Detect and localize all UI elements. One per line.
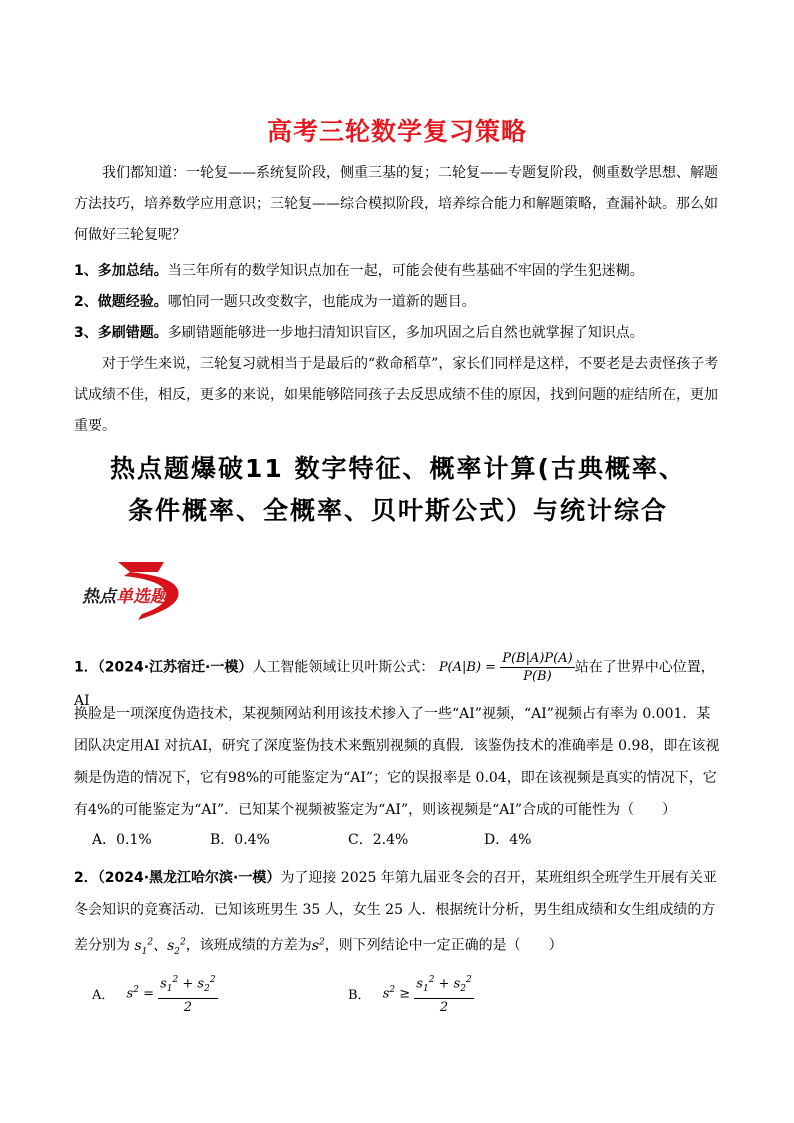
total-variance-symbol: $s^2$ xyxy=(311,937,325,954)
strategy-point-2 xyxy=(74,287,720,318)
option-d[interactable]: D．4% xyxy=(484,832,532,848)
question-lead: 人工智能领域让贝叶斯公式： xyxy=(252,659,435,676)
option-a[interactable]: A．0.1% xyxy=(92,832,152,848)
question-source: （2024·黑龙江哈尔滨·一模） xyxy=(97,870,281,886)
question-lead: 为了迎接 2025 年第九届亚冬会的召开，某班组织全班学生开展有关亚冬会知识的竞赛活动．已知该班男生 35 人，女生 25 人．根据统计分析，男生组成绩和女生组成绩的方差分别为 xyxy=(74,870,717,954)
strategy-point-1 xyxy=(74,256,720,287)
badge-text-single-choice: 单选题 xyxy=(116,587,167,607)
point-text: 当三年所有的数学知识点加在一起，可能会使有些基础不牢固的学生犯迷糊。 xyxy=(167,263,644,279)
question-1-options xyxy=(92,826,531,854)
strategy-point-3 xyxy=(74,318,720,349)
bayes-formula xyxy=(439,650,575,685)
closing-paragraph: 对于学生来说，三轮复习就相当于是最后的“救命稻草”，家长们同样是这样，不要老是去责怪孩子考试成绩不佳，相反，更多的来说，如果能够陪同孩子去反思成绩不佳的原因，找到问题的症结所在，更加重要。 xyxy=(74,356,719,434)
point-number: 1、 xyxy=(74,263,98,279)
question-tail: ，该班成绩的方差为 xyxy=(185,937,312,954)
question-number: 1． xyxy=(74,659,98,676)
point-heading: 多刷错题。 xyxy=(97,325,168,341)
option-b[interactable]: B．0.4% xyxy=(210,832,270,848)
point-heading: 做题经验。 xyxy=(97,294,168,310)
variance-symbols: $s_1^2$、$s_2^2$ xyxy=(134,937,186,957)
question-tail-2: ，则下列结论中一定正确的是（ ） xyxy=(324,937,563,954)
question-1-body: 换脸是一项深度伪造技术，某视频网站利用该技术掺入了一些“AI”视频，“AI”视频占有率为 0.001．某团队决定用AI 对抗AI，研究了深度鉴伪技术来甄别视频的真假．该鉴伪技术的准确率是 0.98，即在该视频是伪造的情况下，它有98%的可能鉴定为“AI”；它的误报率是 0.04，即在该视频是真实的情况下，它有4%的可能鉴定为“AI”．已知某个视频被鉴定为“AI”，则该视频是“AI”合成的可能性为（ ） xyxy=(74,706,720,818)
formula-numerator: P(B|A)P(A) xyxy=(502,651,573,666)
option-c[interactable]: C．2.4% xyxy=(348,832,409,848)
question-2-option-a[interactable]: A． $s^2$ = $\frac{s_1^2 + s_2^2}{2}$ xyxy=(92,972,218,1016)
option-a-formula: $s^2$ = $\frac{s_1^2 + s_2^2}{2}$ xyxy=(127,972,218,1016)
question-2-option-b[interactable]: B． $s^2$ ≥ $\frac{s_1^2 + s_2^2}{2}$ xyxy=(348,972,474,1016)
section-heading-line-1: 热点题爆破11 数字特征、概率计算(古典概率、 xyxy=(110,454,686,483)
hot-single-choice-badge xyxy=(78,560,198,624)
badge-text-hot: 热点 xyxy=(82,587,116,607)
intro-paragraph: 我们都知道：一轮复——系统复阶段，侧重三基的复；二轮复——专题复阶段，侧重数学思想、解题方法技巧，培养数学应用意识；三轮复——综合模拟阶段，培养综合能力和解题策略，查漏补缺。那么如何做好三轮复呢？ xyxy=(74,165,718,243)
point-number: 2、 xyxy=(74,294,98,310)
point-text: 多刷错题能够进一步地扫清知识盲区，多加巩固之后自然也就掌握了知识点。 xyxy=(167,325,644,341)
question-after-formula: 站在了世界中心位置，AI xyxy=(74,659,715,709)
section-heading-line-2: 条件概率、全概率、贝叶斯公式）与统计综合 xyxy=(127,496,668,525)
question-source: （2024·江苏宿迁·一模） xyxy=(97,659,253,676)
question-2-text xyxy=(74,862,724,967)
section-heading xyxy=(66,448,730,532)
point-number: 3、 xyxy=(74,325,98,341)
point-text: 哪怕同一题只改变数字，也能成为一道新的题目。 xyxy=(167,294,476,310)
option-b-formula: $s^2$ ≥ $\frac{s_1^2 + s_2^2}{2}$ xyxy=(383,972,474,1016)
formula-lhs: P(A|B) = xyxy=(438,660,497,675)
formula-denominator: P(B) xyxy=(523,669,552,684)
point-heading: 多加总结。 xyxy=(97,263,168,279)
question-number: 2． xyxy=(74,870,98,886)
document-title: 高考三轮数学复习策略 xyxy=(266,117,527,146)
